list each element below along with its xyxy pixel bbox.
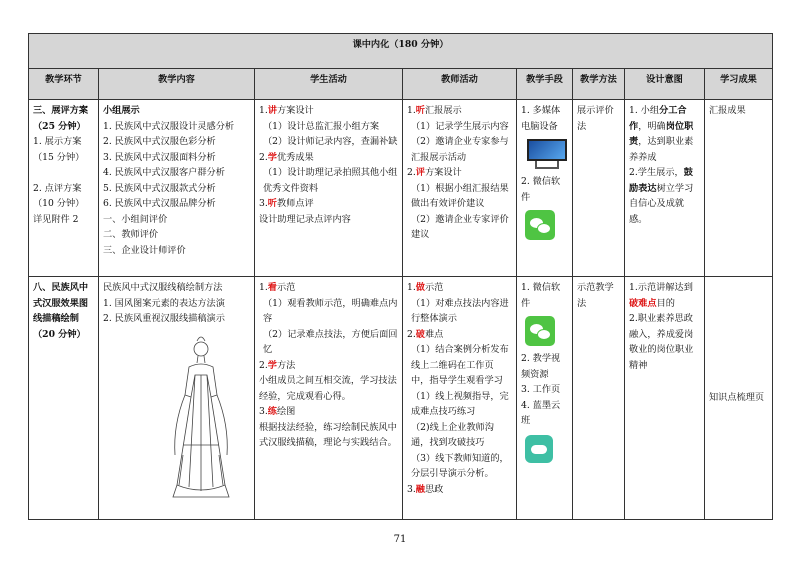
- table-title: 课中内化（180 分钟）: [29, 34, 773, 69]
- stage-cell: [29, 100, 99, 277]
- activity-detail: （1）结合案例分析发布线上二维码在工作页中，指导学生观看学习: [411, 344, 509, 386]
- table-row: [29, 100, 773, 277]
- content-cell: [99, 277, 255, 520]
- column-header: 教学环节: [29, 69, 99, 100]
- activity-detail: （3）线下教师知道的，分层引导演示分析。: [411, 452, 509, 479]
- teacher-activity-cell: [403, 277, 517, 520]
- activity-step: 1.看示范: [259, 282, 296, 293]
- column-header: 教学方法: [573, 69, 625, 100]
- activity-step: 3.融思政: [407, 483, 444, 495]
- monitor-icon: [527, 139, 567, 169]
- content-line: 2. 民族风重视汉服线描稿演示: [103, 313, 225, 324]
- column-header: 设计意图: [625, 69, 705, 100]
- teaching-method-cell: 展示评价法: [573, 100, 625, 277]
- teaching-means-cell: [517, 100, 573, 277]
- content-line: 二、教师评价: [103, 229, 159, 240]
- activity-detail: 根据技法经验，练习绘制民族风中式汉服线描稿，理论与实践结合。: [259, 421, 397, 448]
- activity-detail: （2)线上企业教师沟通，找到攻破技巧: [411, 421, 494, 448]
- activity-detail: （1）记录学生展示内容: [411, 120, 509, 132]
- cloud-class-icon: [525, 435, 553, 463]
- stage-line: 详见附件 2: [33, 213, 79, 225]
- stage-title: 八、民族风中式汉服效果图线描稿绘制（20 分钟）: [33, 282, 89, 340]
- activity-step: 1.听汇报展示: [407, 105, 462, 116]
- activity-detail: （1）对难点技法内容进行整体演示: [411, 297, 509, 324]
- activity-detail: （1）设计助理记录拍照其他小组优秀文件资料: [263, 167, 398, 194]
- intent-paragraph: 1. 小组分工合作，明确岗位职责，达到职业素养养成: [629, 105, 694, 163]
- content-heading: 小组展示: [103, 105, 140, 116]
- header-row: [29, 69, 773, 100]
- learning-outcome-cell: 汇报成果: [705, 100, 773, 277]
- content-line: 2. 民族风中式汉服色彩分析: [103, 136, 216, 147]
- activity-step: 1.讲方案设计: [259, 105, 314, 116]
- column-header: 学习成果: [705, 69, 773, 100]
- column-header: 教师活动: [403, 69, 517, 100]
- activity-step: 2.学方法: [259, 359, 296, 371]
- content-line: 1. 国风图案元素的表达方法演: [103, 297, 225, 309]
- content-line: 三、企业设计师评价: [103, 244, 186, 256]
- activity-detail: （2）邀请企业专家评价建议: [411, 213, 509, 240]
- activity-detail: （2）设计师记录内容，查漏补缺: [263, 136, 398, 147]
- wechat-icon: [525, 210, 555, 240]
- stage-title: 三、展评方案（25 分钟）: [33, 105, 89, 132]
- means-item: 3. 工作页: [521, 384, 561, 395]
- content-line: 6. 民族风中式汉服品牌分析: [103, 198, 216, 209]
- content-line: 3. 民族风中式汉服面料分析: [103, 151, 216, 163]
- activity-detail: （2）邀请企业专家参与汇报展示活动: [411, 136, 509, 163]
- activity-step: 3.练绘图: [259, 406, 296, 417]
- lesson-plan-table: [28, 33, 773, 520]
- column-header: 学生活动: [255, 69, 403, 100]
- stage-line: [33, 165, 94, 181]
- content-line: 1. 民族风中式汉服设计灵感分析: [103, 120, 235, 132]
- intent-paragraph: 2.职业素养思政融入，养成爱岗敬业的岗位职业精神: [629, 313, 694, 371]
- teaching-method-cell: 示范教学法: [573, 277, 625, 520]
- wechat-icon: [525, 316, 555, 346]
- means-item: 4. 蓝墨云班: [521, 399, 561, 426]
- learning-outcome-cell: 知识点梳理页: [705, 277, 773, 520]
- teaching-means-cell: [517, 277, 573, 520]
- means-item: 1. 多媒体电脑设备: [521, 105, 561, 132]
- activity-detail: 小组成员之间互相交流，学习技法经验，完成观看心得。: [259, 375, 397, 402]
- activity-step: 3.听教师点评: [259, 198, 314, 209]
- activity-detail: （1）观看教师示范，明确难点内容: [263, 297, 398, 324]
- content-heading: 民族风中式汉服线稿绘制方法: [103, 282, 223, 293]
- intent-paragraph: 2.学生展示，鼓励表达树立学习自信心及成就感。: [629, 167, 694, 225]
- activity-detail: （1）线上视频指导，完成难点技巧练习: [411, 390, 509, 417]
- activity-detail: （2）记录难点技法，方便后面回忆: [263, 328, 398, 355]
- activity-detail: 设计助理记录点评内容: [259, 213, 351, 225]
- content-line: 4. 民族风中式汉服客户群分析: [103, 167, 225, 178]
- activity-detail: （1）根据小组汇报结果做出有效评价建议: [411, 182, 509, 209]
- design-intent-cell: [625, 277, 705, 520]
- activity-step: 2.评方案设计: [407, 167, 462, 178]
- page-number: 71: [393, 534, 407, 545]
- means-item: 2. 教学视频资源: [521, 353, 561, 380]
- content-line: 5. 民族风中式汉服款式分析: [103, 182, 216, 194]
- activity-step: 2.破难点: [407, 328, 444, 340]
- means-item: 2. 微信软件: [521, 176, 561, 203]
- table-row: [29, 277, 773, 520]
- student-activity-cell: [255, 100, 403, 277]
- content-line: 一、小组间评价: [103, 213, 168, 225]
- teacher-activity-cell: [403, 100, 517, 277]
- design-intent-cell: [625, 100, 705, 277]
- stage-line: （10 分钟）: [33, 198, 85, 209]
- activity-step: 1.做示范: [407, 282, 444, 293]
- column-header: 教学内容: [99, 69, 255, 100]
- student-activity-cell: [255, 277, 403, 520]
- stage-cell: [29, 277, 99, 520]
- intent-paragraph: 1.示范讲解达到破难点目的: [629, 282, 693, 309]
- content-cell: [99, 100, 255, 277]
- column-header: 教学手段: [517, 69, 573, 100]
- means-item: 1. 微信软件: [521, 282, 561, 309]
- stage-line: 1. 展示方案: [33, 136, 82, 147]
- hanfu-sketch-figure: [153, 335, 248, 505]
- stage-line: 2. 点评方案: [33, 182, 82, 194]
- activity-detail: （1）设计总监汇报小组方案: [263, 120, 380, 132]
- activity-step: 2.学优秀成果: [259, 151, 314, 163]
- stage-line: （15 分钟）: [33, 151, 85, 163]
